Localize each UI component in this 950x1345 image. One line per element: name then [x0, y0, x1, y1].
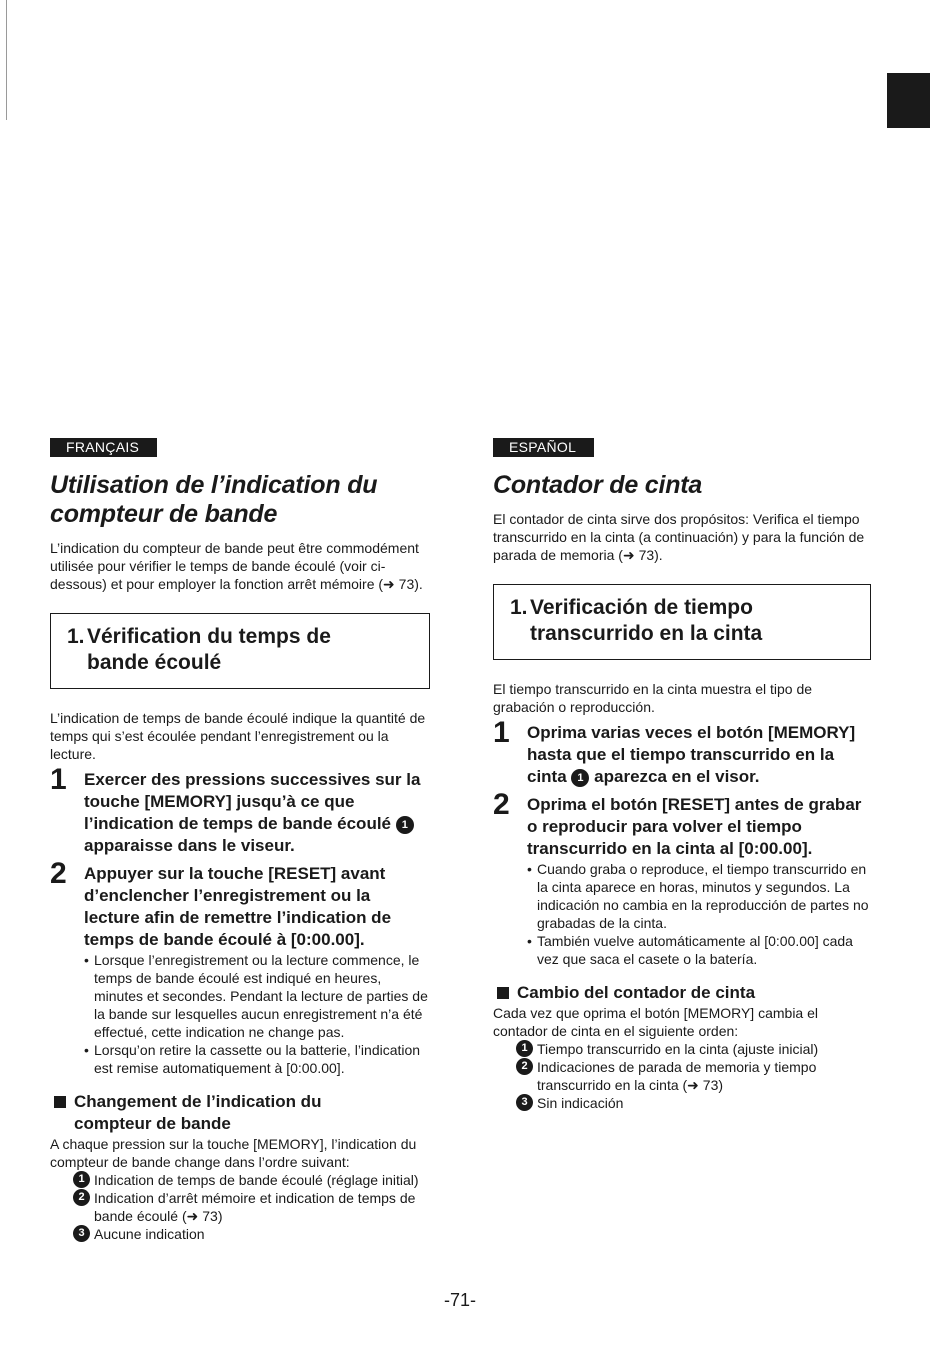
section-tab-marker — [887, 73, 930, 128]
list-item-text: Tiempo transcurrido en la cinta (ajuste inicial) — [537, 1041, 819, 1057]
title-line-2: compteur de bande — [50, 500, 278, 528]
step-text: Appuyer sur la touche [RESET] avant d’enclencher l’enregistrement ou la lecture afin de remettre l’indication de temps de bande écoulé à [0:00.00]. — [84, 864, 392, 949]
callout-number-icon: 1 — [571, 769, 589, 787]
intro-paragraph: L’indication du compteur de bande peut être commodément utilisée pour vérifier le temps de bande écoulé (voir ci-dessous) et pour employer la fonction arrêt mémoire (➜ 73). — [50, 540, 423, 592]
bullet-text: Lorsque l’enregistrement ou la lecture commence, le temps de bande écoulé est indiqué en heures, minutes et secondes. Pendant la lecture de parties de la bande sur lesquelles aucun enregistrement n’a été effectué, cette indication ne change pas. — [94, 952, 428, 1040]
callout-number-icon: 1 — [396, 816, 414, 834]
step-text: Exercer des pressions successives sur la touche [MEMORY] jusqu’à ce que l’indication de temps de bande écoulé — [84, 770, 421, 833]
circled-number-icon: 1 — [73, 1171, 90, 1188]
square-bullet-icon — [497, 987, 509, 999]
step-2 — [493, 788, 871, 860]
list-item-text: Indication d’arrêt mémoire et indication de temps de bande écoulé (➜ 73) — [94, 1190, 416, 1224]
section-intro: El tiempo transcurrido en la cinta muestra el tipo de grabación o reproducción. — [493, 681, 813, 715]
subsection-heading-line-1: Cambio del contador de cinta — [517, 983, 756, 1002]
list-item — [493, 1094, 871, 1112]
subsection-heading — [493, 982, 871, 1004]
page-number: -71- — [444, 1290, 477, 1310]
bullet-dot-icon: • — [84, 1042, 89, 1058]
circled-number-icon: 3 — [73, 1225, 90, 1242]
circled-number-icon: 2 — [516, 1058, 533, 1075]
section-heading-line-2: transcurrido en la cinta — [530, 622, 763, 645]
section-heading-line-1: Vérification du temps de — [87, 625, 331, 648]
section-heading-line-2: bande écoulé — [87, 651, 222, 674]
intro-paragraph: El contador de cinta sirve dos propósitos: Verifica el tiempo transcurrido en la cinta (a continuación) y para la función de parada de memoria (➜ 73). — [493, 511, 865, 563]
spanish-column — [493, 438, 871, 1112]
step-text-end: apparaisse dans le viseur. — [84, 836, 295, 855]
page-title: Contador de cinta — [493, 471, 703, 499]
bullet-item — [50, 951, 430, 1041]
list-item — [493, 1058, 871, 1094]
list-item — [50, 1189, 430, 1225]
square-bullet-icon — [54, 1096, 66, 1108]
bullet-item — [50, 1041, 430, 1077]
bullet-item — [493, 932, 871, 968]
list-item-text: Indication de temps de bande écoulé (réglage initial) — [94, 1172, 419, 1188]
subsection-heading-line-2: compteur de bande — [74, 1114, 231, 1133]
list-item-text: Indicaciones de parada de memoria y tiempo transcurrido en la cinta (➜ 73) — [537, 1059, 817, 1093]
step-2 — [50, 857, 430, 951]
bullet-dot-icon: • — [527, 933, 532, 949]
bullet-text: Lorsqu’on retire la cassette ou la batterie, l’indication est remise automatiquement à [0:00.00]. — [94, 1042, 421, 1076]
section-heading-line-1: Verificación de tiempo — [530, 596, 753, 619]
section-heading — [67, 624, 413, 676]
language-label: ESPAÑOL — [493, 438, 594, 457]
step-number: 2 — [50, 857, 67, 890]
section-heading-box — [493, 584, 871, 660]
bullet-text: Cuando graba o reproduce, el tiempo transcurrido en la cinta aparece en horas, minutos y segundos. La indicación no cambia en la reproducción de partes no grabadas de la cinta. — [537, 861, 869, 931]
step-1 — [50, 763, 430, 857]
circled-number-icon: 1 — [516, 1040, 533, 1057]
bullet-dot-icon: • — [84, 952, 89, 968]
circled-number-icon: 3 — [516, 1094, 533, 1111]
subsection-intro: Cada vez que oprima el botón [MEMORY] cambia el contador de cinta en el siguiente orden: — [493, 1005, 819, 1039]
section-intro: L’indication de temps de bande écoulé indique la quantité de temps qui s’est écoulée pendant l’enregistrement ou la lecture. — [50, 710, 426, 762]
bullet-dot-icon: • — [527, 861, 532, 877]
list-item-text: Sin indicación — [537, 1095, 624, 1111]
step-number: 2 — [493, 788, 510, 821]
bullet-item — [493, 860, 871, 932]
subsection-heading — [50, 1091, 430, 1135]
list-item-text: Aucune indication — [94, 1226, 205, 1242]
scan-edge-line — [6, 0, 7, 120]
circled-number-icon: 2 — [73, 1189, 90, 1206]
step-text: Oprima el botón [RESET] antes de grabar o reproducir para volver el tiempo transcurrido en la cinta al [0:00.00]. — [527, 795, 862, 858]
list-item — [50, 1171, 430, 1189]
french-column — [50, 438, 430, 1243]
title-line-1: Utilisation de l’indication du — [50, 471, 378, 499]
language-label: FRANÇAIS — [50, 438, 157, 457]
step-text-end: aparezca en el visor. — [594, 767, 760, 786]
step-number: 1 — [50, 763, 67, 796]
bullet-text: También vuelve automáticamente al [0:00.00] cada vez que saca el casete o la batería. — [537, 933, 853, 967]
section-heading-box — [50, 613, 430, 689]
section-number: 1. — [510, 596, 528, 619]
page-title — [50, 471, 430, 529]
section-heading — [510, 595, 854, 647]
subsection-intro: A chaque pression sur la touche [MEMORY], l’indication du compteur de bande change dans l’ordre suivant: — [50, 1136, 417, 1170]
section-number: 1. — [67, 625, 85, 648]
step-text: Oprima varias veces el botón [MEMORY] hasta que el tiempo transcurrido en la cinta — [527, 723, 856, 786]
list-item — [50, 1225, 430, 1243]
step-number: 1 — [493, 716, 510, 749]
subsection-heading-line-1: Changement de l’indication du — [74, 1092, 322, 1111]
step-1 — [493, 716, 871, 788]
list-item — [493, 1040, 871, 1058]
